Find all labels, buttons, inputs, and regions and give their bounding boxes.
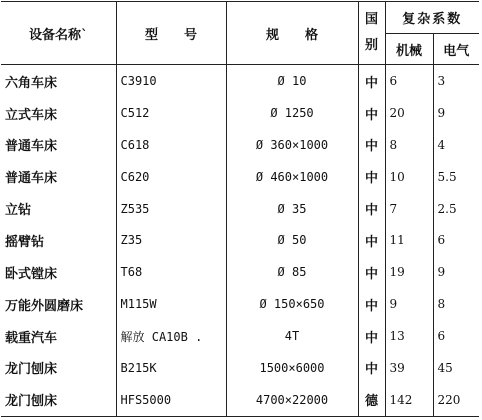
spec-cell: 4700×22000 [226, 384, 358, 417]
electrical-coefficient-cell: 45 [433, 352, 479, 384]
table-row [1, 161, 479, 193]
electrical-coefficient-cell: 8 [433, 288, 479, 320]
electrical-coefficient-cell: 3 [433, 65, 479, 98]
equipment-name-cell: 立钻 [5, 203, 32, 219]
model-cell: C3910 [116, 65, 226, 98]
mechanical-coefficient-cell: 142 [385, 384, 433, 417]
equipment-name-cell: 载重汽车 [5, 330, 58, 346]
mechanical-coefficient-cell: 13 [385, 320, 433, 352]
mechanical-coefficient-cell: 19 [385, 256, 433, 288]
table-row [1, 256, 479, 288]
model-cell: 解放 CA10B . [116, 320, 226, 352]
table-row [1, 193, 479, 225]
country-cell: 中 [358, 97, 385, 129]
header-country: 国别 [358, 2, 385, 65]
model-cell: C618 [116, 129, 226, 161]
header-row-1 [1, 2, 479, 34]
spec-cell: 1500×6000 [226, 352, 358, 384]
spec-cell: Ø 35 [226, 193, 358, 225]
mechanical-coefficient-cell: 39 [385, 352, 433, 384]
equipment-name-cell: 龙门刨床 [5, 362, 58, 378]
country-cell: 中 [358, 256, 385, 288]
header-mechanical: 机械 [385, 34, 433, 65]
table-row [1, 288, 479, 320]
country-cell: 德 [358, 384, 385, 417]
table-body [1, 65, 479, 417]
electrical-coefficient-cell: 220 [433, 384, 479, 417]
equipment-name-cell: 立式车床 [5, 107, 58, 123]
mechanical-coefficient-cell: 11 [385, 225, 433, 257]
country-cell: 中 [358, 352, 385, 384]
equipment-name-cell: 万能外圆磨床 [5, 298, 84, 314]
electrical-coefficient-cell: 5.5 [433, 161, 479, 193]
header-spec: 规 格 [226, 2, 358, 65]
spec-cell: Ø 360×1000 [226, 129, 358, 161]
table-row [1, 129, 479, 161]
spec-cell: Ø 85 [226, 256, 358, 288]
table-row [1, 97, 479, 129]
mechanical-coefficient-cell: 10 [385, 161, 433, 193]
model-cell: Z35 [116, 225, 226, 257]
table-row [1, 225, 479, 257]
table-row [1, 65, 479, 98]
table-row [1, 352, 479, 384]
spec-cell: Ø 50 [226, 225, 358, 257]
model-cell: Z535 [116, 193, 226, 225]
electrical-coefficient-cell: 6 [433, 320, 479, 352]
electrical-coefficient-cell: 6 [433, 225, 479, 257]
spec-cell: Ø 10 [226, 65, 358, 98]
country-cell: 中 [358, 225, 385, 257]
country-cell: 中 [358, 129, 385, 161]
equipment-name-cell: 普通车床 [5, 139, 58, 155]
mechanical-coefficient-cell: 6 [385, 65, 433, 98]
model-cell: C620 [116, 161, 226, 193]
equipment-name-cell: 龙门刨床 [1, 384, 116, 417]
mechanical-coefficient-cell: 9 [385, 288, 433, 320]
country-cell: 中 [358, 161, 385, 193]
electrical-coefficient-cell: 9 [433, 256, 479, 288]
country-cell: 中 [358, 288, 385, 320]
equipment-name-cell: 六角车床 [1, 65, 116, 98]
header-complexity: 复杂系数 [385, 2, 479, 34]
country-cell: 中 [358, 320, 385, 352]
equipment-name-cell: 普通车床 [5, 171, 58, 187]
electrical-coefficient-cell: 9 [433, 97, 479, 129]
spec-cell: Ø 460×1000 [226, 161, 358, 193]
spec-cell: 4T [226, 320, 358, 352]
mechanical-coefficient-cell: 20 [385, 97, 433, 129]
country-cell: 中 [358, 193, 385, 225]
country-cell: 中 [358, 65, 385, 98]
table-row [1, 384, 479, 417]
table-header [1, 2, 479, 65]
model-cell: HFS5000 [116, 384, 226, 417]
electrical-coefficient-cell: 4 [433, 129, 479, 161]
model-cell: C512 [116, 97, 226, 129]
mechanical-coefficient-cell: 7 [385, 193, 433, 225]
spec-cell: Ø 1250 [226, 97, 358, 129]
header-equipment-name: 设备名称` [1, 2, 116, 65]
spec-cell: Ø 150×650 [226, 288, 358, 320]
model-cell: B215K [116, 352, 226, 384]
mechanical-coefficient-cell: 8 [385, 129, 433, 161]
equipment-name-cell: 卧式镗床 [5, 266, 58, 282]
model-cell: M115W [116, 288, 226, 320]
header-electrical: 电气 [433, 34, 479, 65]
electrical-coefficient-cell: 2.5 [433, 193, 479, 225]
equipment-table [1, 1, 479, 417]
table-row [1, 320, 479, 352]
header-model: 型 号 [116, 2, 226, 65]
equipment-name-cell: 摇臂钻 [5, 234, 45, 250]
model-cell: T68 [116, 256, 226, 288]
